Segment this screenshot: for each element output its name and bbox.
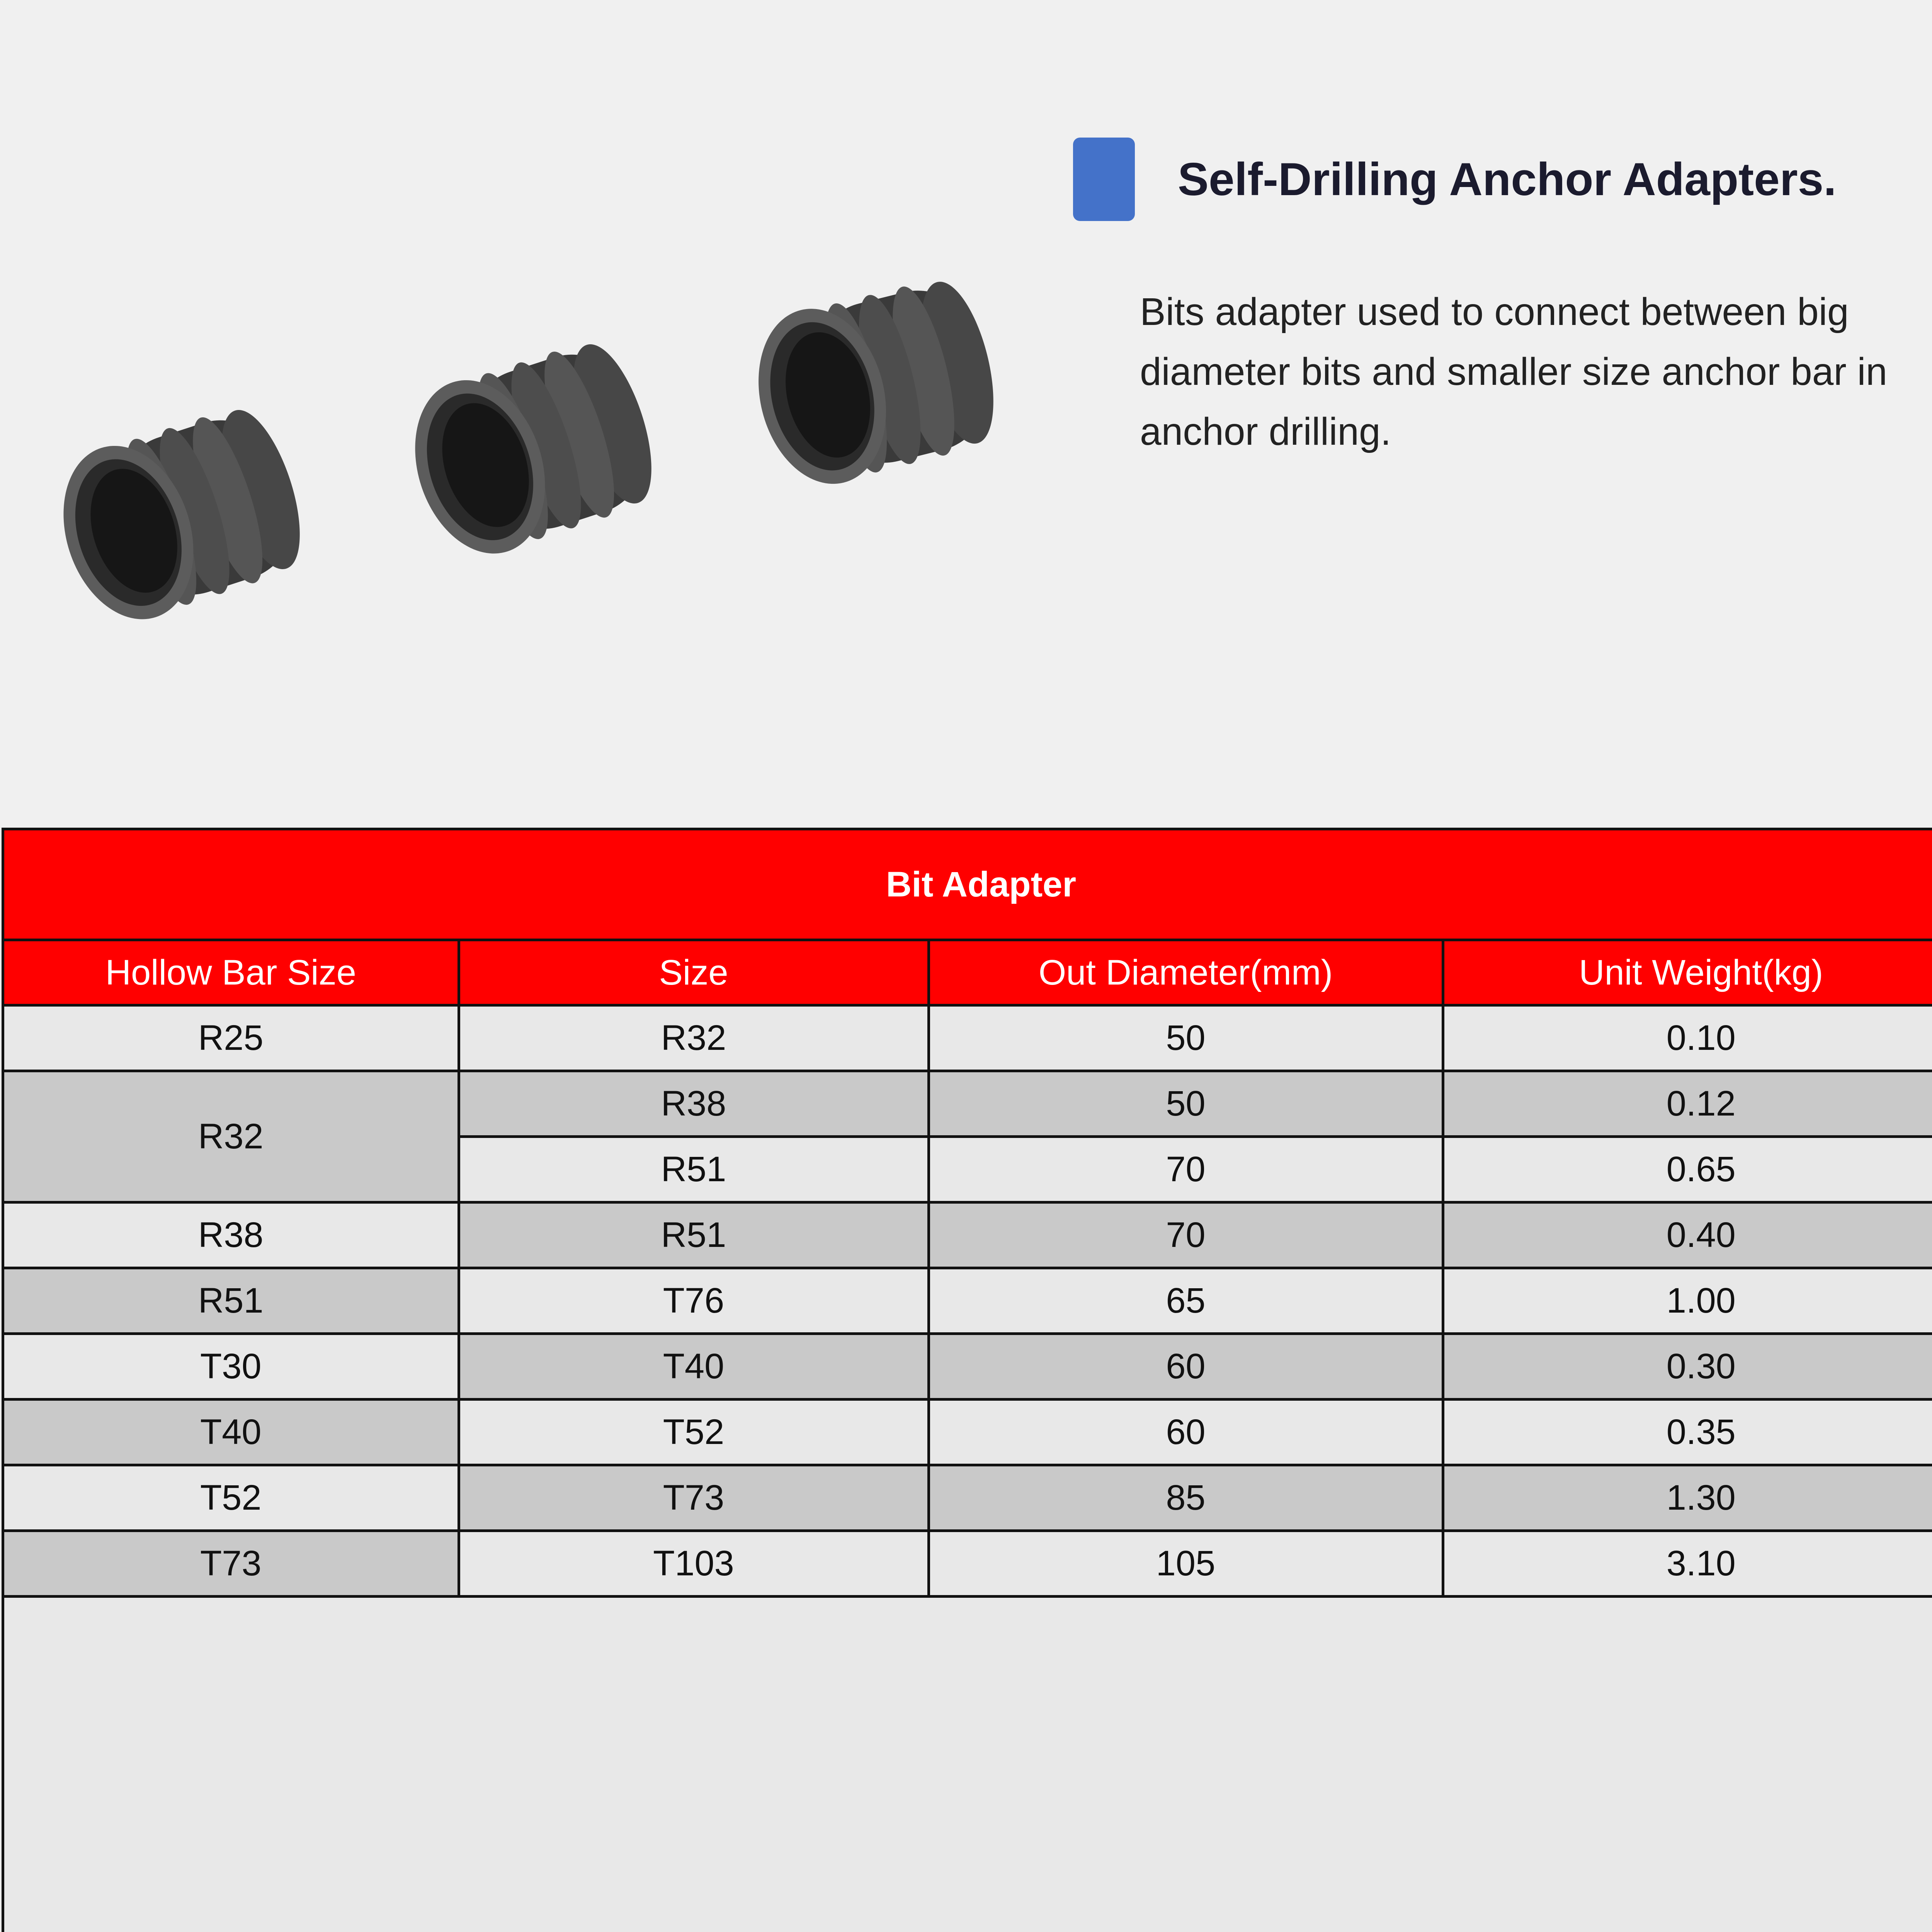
cell-unit-weight: 1.30 <box>1443 1465 1932 1531</box>
cell-unit-weight: 0.40 <box>1443 1202 1932 1268</box>
cell-size: R51 <box>459 1202 929 1268</box>
table-row <box>4 1400 1932 1465</box>
cell-unit-weight: 0.12 <box>1443 1071 1932 1137</box>
cell-size: T73 <box>459 1465 929 1531</box>
cell-out-diameter: 60 <box>929 1334 1443 1400</box>
bit-adapter-table <box>4 830 1932 1598</box>
cell-unit-weight: 0.30 <box>1443 1334 1932 1400</box>
cell-out-diameter: 65 <box>929 1268 1443 1334</box>
header-hollow-bar-size: Hollow Bar Size <box>4 940 459 1005</box>
cell-unit-weight: 0.35 <box>1443 1400 1932 1465</box>
table-row <box>4 1071 1932 1137</box>
bit-adapter-table-panel <box>2 828 1932 1932</box>
cell-unit-weight: 0.10 <box>1443 1005 1932 1071</box>
table-row <box>4 1465 1932 1531</box>
cell-size: T103 <box>459 1531 929 1597</box>
table-title: Bit Adapter <box>4 830 1932 940</box>
table-row <box>4 1334 1932 1400</box>
cell-unit-weight: 1.00 <box>1443 1268 1932 1334</box>
product-heading: Self-Drilling Anchor Adapters. <box>1178 153 1837 205</box>
cell-size: T40 <box>459 1334 929 1400</box>
cell-out-diameter: 105 <box>929 1531 1443 1597</box>
header-unit-weight: Unit Weight(kg) <box>1443 940 1932 1005</box>
cell-out-diameter: 50 <box>929 1005 1443 1071</box>
cell-hollow-bar-size: R51 <box>4 1268 459 1334</box>
table-row <box>4 1005 1932 1071</box>
header-size: Size <box>459 940 929 1005</box>
adapter-image-1 <box>46 371 348 641</box>
cell-hollow-bar-size: R38 <box>4 1202 459 1268</box>
cell-size: R38 <box>459 1071 929 1137</box>
header-out-diameter: Out Diameter(mm) <box>929 940 1443 1005</box>
table-row <box>4 1531 1932 1597</box>
adapter-image-2 <box>398 305 699 576</box>
table-row <box>4 1268 1932 1334</box>
cell-hollow-bar-size: T40 <box>4 1400 459 1465</box>
adapter-image-3 <box>742 240 1043 510</box>
cell-size: R32 <box>459 1005 929 1071</box>
cell-size: T52 <box>459 1400 929 1465</box>
cell-hollow-bar-size: R25 <box>4 1005 459 1071</box>
product-hero <box>0 0 1932 827</box>
cell-out-diameter: 85 <box>929 1465 1443 1531</box>
heading-marker <box>1073 138 1135 221</box>
cell-unit-weight: 3.10 <box>1443 1531 1932 1597</box>
table-header-row <box>4 940 1932 1005</box>
cell-size: T76 <box>459 1268 929 1334</box>
cell-hollow-bar-size: R32 <box>4 1071 459 1202</box>
cell-out-diameter: 50 <box>929 1071 1443 1137</box>
cell-out-diameter: 70 <box>929 1137 1443 1202</box>
product-description: Bits adapter used to connect between big diameter bits and smaller size anchor bar in anchor drilling. <box>1140 290 1888 453</box>
cell-hollow-bar-size: T52 <box>4 1465 459 1531</box>
cell-out-diameter: 60 <box>929 1400 1443 1465</box>
cell-hollow-bar-size: T73 <box>4 1531 459 1597</box>
cell-out-diameter: 70 <box>929 1202 1443 1268</box>
cell-size: R51 <box>459 1137 929 1202</box>
table-row <box>4 1202 1932 1268</box>
cell-hollow-bar-size: T30 <box>4 1334 459 1400</box>
cell-unit-weight: 0.65 <box>1443 1137 1932 1202</box>
